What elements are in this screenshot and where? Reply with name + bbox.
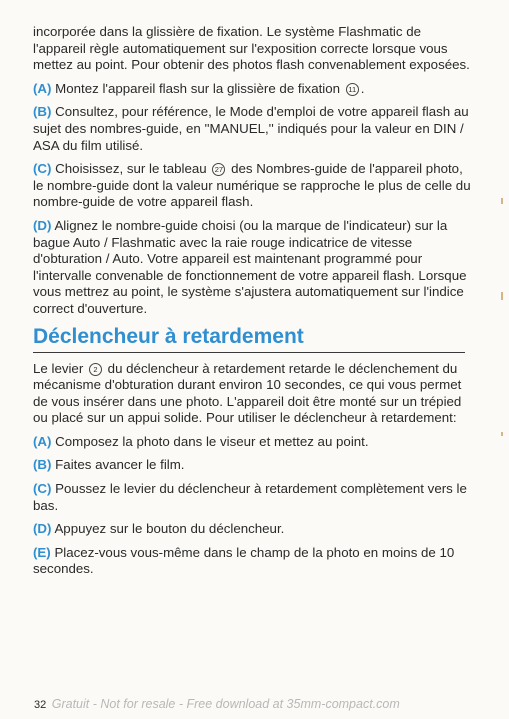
timer-step-e (33, 545, 471, 578)
intro-text-end: du déclencheur à retardement retarde le déclenchement du mécanisme d'obturation durant environ 10 secondes, ce qui vous permet de vous insérer dans une photo. L'appareil doit être monté sur un trépied ou placé sur un appui solide. Pour utiliser le déclencheur à retardement: (33, 360, 462, 426)
step-text: Appuyez sur le bouton du déclencheur. (54, 521, 285, 537)
intro-text: Le levier (33, 360, 84, 376)
page-content (33, 24, 471, 585)
step-text: Consultez, pour référence, le Mode d'emploi de votre appareil flash au sujet des nombres-guide, en ''MANUEL,'' indiqués pour la valeur en DIN / ASA du film utilisé. (33, 104, 469, 153)
step-label: (D) (33, 217, 52, 233)
flash-step-c (33, 161, 471, 211)
callout-number: 11 (346, 83, 359, 96)
step-text-end: . (360, 80, 365, 96)
flash-step-a (33, 81, 471, 98)
callout-number: 27 (212, 163, 225, 176)
section-heading: Déclencheur à retardement (33, 325, 465, 353)
timer-steps (33, 434, 471, 578)
step-text: Placez-vous vous-même dans le champ de la photo en moins de 10 secondes. (33, 544, 455, 577)
step-label: (A) (33, 80, 52, 96)
step-label: (E) (33, 544, 51, 560)
step-label: (B) (33, 457, 52, 473)
step-label: (B) (33, 104, 52, 120)
page-footer (34, 697, 504, 711)
intro-paragraph: incorporée dans la glissière de fixation. Le système Flashmatic de l'appareil règle automatiquement sur l'exposition correcte lorsque vous mettez au point. Pour obtenir des photos flash convenablement exposées. (33, 24, 470, 73)
timer-intro-paragraph (33, 361, 471, 427)
flash-step-d (33, 218, 471, 318)
step-text: Montez l'appareil flash sur la glissière de fixation (55, 80, 341, 96)
edge-mark (501, 292, 503, 300)
step-text-end: des Nombres-guide de l'appareil photo, le nombre-guide dont la valeur numérique se rapproche le plus de celle du nombre-guide de votre appareil flash. (33, 161, 471, 210)
step-label: (A) (33, 433, 52, 449)
timer-step-a (33, 434, 471, 451)
step-text: Faites avancer le film. (55, 457, 185, 473)
edge-mark (501, 432, 503, 436)
flash-step-b (33, 104, 471, 154)
timer-step-d (33, 521, 471, 538)
step-text: Poussez le levier du déclencheur à retardement complètement vers le bas. (33, 481, 467, 513)
step-label: (C) (33, 481, 52, 497)
step-text: Alignez le nombre-guide choisi (ou la marque de l'indicateur) sur la bague Auto / Flashmatic avec la raie rouge indicatrice de vitesse d'obturation / Auto. Votre appareil est maintenant programmé pour l'intervalle convenable de fonctionnement de votre appareil flash. Lorsque vous mettrez au point, le système s'ajustera automatiquement sur l'indice correct d'ouverture. (33, 217, 467, 316)
timer-step-c (33, 481, 471, 514)
step-text: Choisissez, sur le tableau (55, 161, 207, 177)
edge-mark (501, 198, 503, 204)
watermark: Gratuit - Not for resale - Free download at 35mm-compact.com (51, 697, 400, 711)
step-label: (C) (33, 161, 52, 177)
flash-steps (33, 81, 471, 318)
step-text: Composez la photo dans le viseur et mettez au point. (55, 433, 369, 449)
page-number: 32 (34, 699, 47, 711)
timer-step-b (33, 457, 471, 474)
callout-number: 2 (89, 363, 102, 376)
step-label: (D) (33, 521, 52, 537)
